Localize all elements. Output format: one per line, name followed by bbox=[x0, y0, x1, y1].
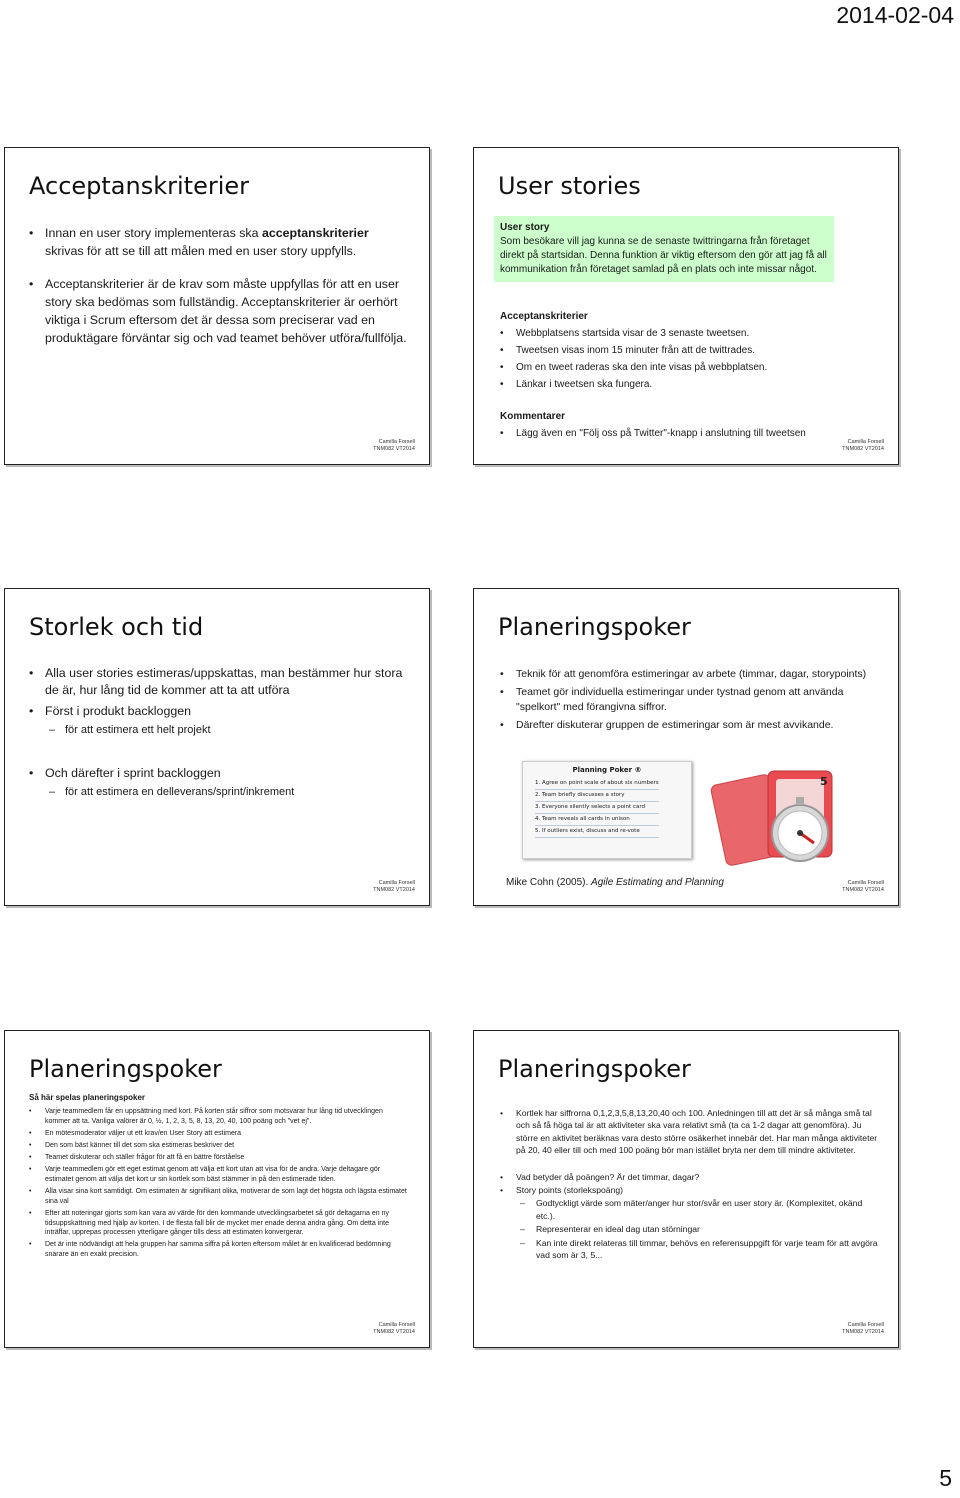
user-story-box bbox=[494, 216, 834, 282]
list-item: • Webbplatsens startsida visar de 3 senaste tweetsen. bbox=[500, 325, 880, 342]
card-number: 5 bbox=[820, 775, 828, 788]
list-item: • Teknik för att genomföra estimeringar av arbete (timmar, dagar, storypoints) bbox=[500, 667, 880, 682]
page-date: 2014-02-04 bbox=[836, 2, 954, 28]
card-steps bbox=[535, 778, 659, 838]
list-item bbox=[29, 224, 409, 261]
bullet-list bbox=[500, 1107, 880, 1262]
bullet-list bbox=[29, 224, 409, 361]
citation bbox=[506, 877, 724, 888]
list-item: • Vad betyder då poängen? Är det timmar, dagar? bbox=[500, 1171, 880, 1183]
sub-list-item: – Kan inte direkt relateras till timmar, behövs en referensuppgift för varje team för att avgöra vad som är 3, 5... bbox=[500, 1237, 880, 1262]
slide-storlek-och-tid bbox=[4, 588, 430, 906]
list-item: • Den som bäst känner till det som ska estimeras beskriver det bbox=[29, 1141, 409, 1151]
footer-course: TNM082 VT2014 bbox=[842, 1328, 884, 1335]
bullet-text: Acceptanskriterier är de krav som måste uppfyllas för att en user story ska bedömas som fullständig. Acceptanskriterier är oerhört viktiga i Scrum eftersom det är dessa som preciserar vad en produktägare förväntar sig och vad teamet behöver utföra/fullfölja. bbox=[45, 277, 407, 345]
bullet-text: Innan en user story implementeras ska bbox=[45, 226, 262, 240]
footer-author: Camilla Forsell bbox=[847, 1322, 884, 1328]
bullet-list bbox=[500, 667, 880, 736]
list-item: • En mötesmoderator väljer ut ett krav/en User Story att estimera bbox=[29, 1129, 409, 1139]
slide-title: Acceptanskriterier bbox=[29, 172, 249, 200]
slide-footer bbox=[373, 1322, 415, 1335]
list-item: • Länkar i tweetsen ska fungera. bbox=[500, 376, 880, 393]
bullet-list bbox=[29, 1107, 409, 1262]
card-step: 1. Agree on point scale of about six numbers bbox=[535, 778, 659, 790]
card-step: 2. Team briefly discusses a story bbox=[535, 790, 659, 802]
slide-footer bbox=[842, 439, 884, 452]
criteria-list bbox=[500, 325, 880, 393]
bullet-list bbox=[29, 665, 419, 801]
footer-author: Camilla Forsell bbox=[847, 439, 884, 445]
card-step: 3. Everyone silently selects a point card bbox=[535, 802, 659, 814]
footer-course: TNM082 VT2014 bbox=[373, 886, 415, 893]
footer-author: Camilla Forsell bbox=[847, 880, 884, 886]
slide-title: Planeringspoker bbox=[498, 613, 691, 641]
slide-planeringspoker-2 bbox=[4, 1030, 430, 1348]
list-item: • Tweetsen visas inom 15 minuter från att de twittrades. bbox=[500, 342, 880, 359]
slide-acceptanskriterier bbox=[4, 147, 430, 465]
list-item: • Och därefter i sprint backloggen bbox=[29, 765, 419, 782]
planning-poker-card-image bbox=[522, 761, 692, 859]
comments-list bbox=[500, 425, 890, 442]
story-text: Som besökare vill jag kunna se de senaste twittringarna från företaget direkt på startsidan. Denna funktion är viktig eftersom den gör att jag få all kommunikation från företaget samlad på en plats och inte missar något. bbox=[500, 236, 827, 275]
slide-footer bbox=[842, 880, 884, 893]
footer-course: TNM082 VT2014 bbox=[842, 886, 884, 893]
footer-author: Camilla Forsell bbox=[378, 439, 415, 445]
list-item: • Alla user stories estimeras/uppskattas, man bestämmer hur stora de är, hur lång tid de kommer att ta att utföra bbox=[29, 665, 419, 699]
footer-author: Camilla Forsell bbox=[378, 880, 415, 886]
slide-planeringspoker-1 bbox=[473, 588, 899, 906]
bold-term: acceptanskriterier bbox=[261, 226, 369, 240]
page-number: 5 bbox=[939, 1465, 952, 1491]
slide-title: Planeringspoker bbox=[29, 1055, 222, 1083]
slide-footer bbox=[842, 1322, 884, 1335]
section-heading: Kommentarer bbox=[500, 411, 566, 422]
card-title: Planning Poker ® bbox=[572, 766, 642, 774]
footer-author: Camilla Forsell bbox=[378, 1322, 415, 1328]
slide-planeringspoker-3 bbox=[473, 1030, 899, 1348]
list-item: • Teamet gör individuella estimeringar under tystnad genom att använda "spelkort" med förangivna siffror. bbox=[500, 685, 880, 715]
list-item: • Varje teammedlem gör ett eget estimat genom att välja ett kort utan att visa för de andra. Varje deltagare gör estimatet genom att välja det kort ur sin kortlek som bäst stämmer in på den estimerade tiden. bbox=[29, 1165, 409, 1184]
list-item: • Om en tweet raderas ska den inte visas på webbplatsen. bbox=[500, 359, 880, 376]
sub-list-item: – för att estimera ett helt projekt bbox=[29, 722, 419, 739]
card-step: 5. If outliers exist, discuss and re-vote bbox=[535, 826, 659, 838]
section-heading: User story bbox=[500, 222, 550, 233]
sub-list-item: – Representerar en ideal dag utan störningar bbox=[500, 1223, 880, 1235]
cards-stopwatch-icon bbox=[708, 765, 868, 869]
list-item bbox=[29, 275, 409, 347]
list-item: • Först i produkt backloggen bbox=[29, 703, 419, 720]
slide-footer bbox=[373, 880, 415, 893]
footer-course: TNM082 VT2014 bbox=[373, 445, 415, 452]
comments-section bbox=[500, 408, 890, 442]
list-item: • Alla visar sina kort samtidigt. Om estimaten är signifikant olika, motiverar de som lagt det högsta och lägsta estimatet sina val bbox=[29, 1187, 409, 1206]
footer-course: TNM082 VT2014 bbox=[373, 1328, 415, 1335]
citation-author: Mike Cohn (2005). bbox=[506, 877, 592, 888]
slide-title: Storlek och tid bbox=[29, 613, 204, 641]
list-item: • Varje teammedlem får en uppsättning med kort. På korten står siffror som motsvarar hur lång tid utvecklingen kommer att ta. Vanliga valörer är 0, ½, 1, 2, 3, 5, 8, 13, 20, 40, 100 poäng och "vet ej". bbox=[29, 1107, 409, 1126]
footer-course: TNM082 VT2014 bbox=[842, 445, 884, 452]
section-heading: Acceptanskriterier bbox=[500, 311, 588, 322]
slide-footer bbox=[373, 439, 415, 452]
section-heading: Så här spelas planeringspoker bbox=[29, 1093, 146, 1102]
card-step: 4. Team reveals all cards in unison bbox=[535, 814, 659, 826]
bullet-text: skrivas för att se till att målen med en user story uppfylls bbox=[45, 244, 353, 258]
criteria-section bbox=[500, 308, 880, 393]
bullet-text: . bbox=[352, 246, 356, 258]
slide-title: User stories bbox=[498, 172, 641, 200]
list-item: • Därefter diskuterar gruppen de estimeringar som är mest avvikande. bbox=[500, 718, 880, 733]
citation-title: Agile Estimating and Planning bbox=[591, 877, 724, 888]
slide-user-stories bbox=[473, 147, 899, 465]
sub-list-item: – för att estimera en delleverans/sprint/inkrement bbox=[29, 784, 419, 801]
slide-title: Planeringspoker bbox=[498, 1055, 691, 1083]
list-item: • Teamet diskuterar och ställer frågor för att få en bättre förståelse bbox=[29, 1153, 409, 1163]
list-item: • Efter att noteringar gjorts som kan vara av värde för den kommande utvecklingsarbetet så gör deltagarna en ny tidsuppskattning med hjälp av korten. I de flesta fall blir de mycket mer enade denna andra gång. Om detta inte inträffar, upprepas processen ytterligare gånger tills dess att estimaten konvergerar. bbox=[29, 1209, 409, 1238]
list-item: • Story points (storlekspoäng) bbox=[500, 1184, 880, 1196]
sub-list-item: – Godtyckligt värde som mäter/anger hur stor/svår en user story är. (Komplexitet, okänd etc.). bbox=[500, 1197, 880, 1222]
list-item: • Lägg även en "Följ oss på Twitter"-knapp i anslutning till tweetsen bbox=[500, 425, 890, 442]
list-item: • Det är inte nödvändigt att hela gruppen har samma siffra på korten eftersom målet är en kvalificerad bedömning snarare än en exakt precision. bbox=[29, 1240, 409, 1259]
list-item: • Kortlek har siffrorna 0,1,2,3,5,8,13,20,40 och 100. Anledningen till att det är så många små tal och så få höga tal är att aktiviteter ska vara relativt små (ta ca 1-2 dagar att genomföra). Ju större en aktivitet beräknas vara desto större osäkerhet innebär det. Har man många aktiviteter på 20, 40 eller till och med 100 poäng bör man istället bryta ner dem till mindre aktiviteter. bbox=[500, 1107, 880, 1157]
